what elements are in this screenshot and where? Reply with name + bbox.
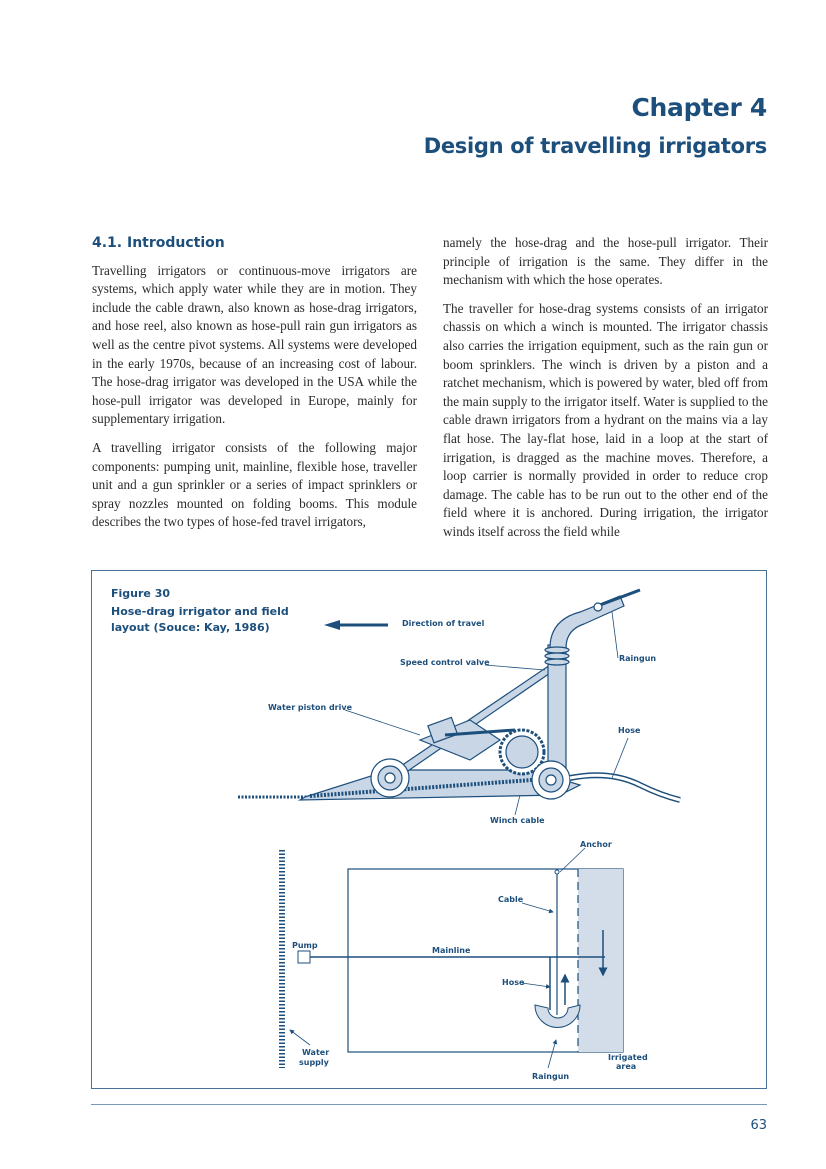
footer-rule [91, 1104, 767, 1105]
water-supply-label: Water [302, 1048, 330, 1057]
irrigated-area-label-2: area [616, 1062, 637, 1071]
pump-label: Pump [292, 941, 318, 950]
paragraph: Travelling irrigators or continuous-move irrigators are systems, which apply water while they are in motion. They include the cable drawn, also known as hose-drag irrigators, and hose reel, also known as hose-pull rain gun irrigators as well as the centre pivot systems. All systems were developed in the early 1970s, because of an increasing cost of labour. The hose-drag irrigator was developed in the USA while the hose-pull irrigator was developed in Europe, mainly for supplementary irrigation. [92, 262, 417, 427]
direction-label: Direction of travel [402, 619, 485, 628]
chapter-number: Chapter 4 [631, 93, 767, 122]
paragraph: The traveller for hose-drag systems consists of an irrigator chassis on which a winch is mounted. The irrigator chassis also carries the irrigation equipment, such as the rain gun or boom sprinklers. The winch is driven by a piston and a ratchet mechanism, which is powered by water, bled off from the main supply to the irrigator itself. Water is supplied to the cable drawn irrigators from a hydrant on the mains via a lay flat hose. The lay-flat hose, laid in a loop at the start of irrigation, is dragged as the machine moves. Therefore, a loop carrier is normally provided in order to reduce crop damage. The cable has to be run out to the other end of the field where it is anchored. During irrigation, the irrigator winds itself across the field while [443, 300, 768, 539]
cable-label: Cable [498, 895, 524, 904]
page-number: 63 [750, 1118, 767, 1133]
speed-valve-label: Speed control valve [400, 658, 490, 667]
water-supply-label-2: supply [299, 1058, 329, 1067]
figure-caption: Hose-drag irrigator and field layout (Souce: Kay, 1986) [111, 605, 289, 634]
winch-cable-label: Winch cable [490, 816, 545, 825]
raingun-label-top: Raingun [619, 654, 657, 663]
direction-arrow [324, 620, 388, 630]
hose-label-top: Hose [618, 726, 641, 735]
anchor-label: Anchor [580, 840, 612, 849]
chapter-title: Design of travelling irrigators [423, 134, 767, 158]
section-heading: 4.1. Introduction [92, 235, 225, 251]
paragraph: A travelling irrigator consists of the following major components: pumping unit, mainline, flexible hose, traveller unit and a gun sprinkler or a series of impact sprinklers or spray nozzles mounted on folding booms. This module describes the two types of hose-fed travel irrigators, [92, 439, 417, 530]
field-layout [282, 850, 623, 1068]
irrigated-area-label: Irrigated [608, 1053, 648, 1062]
paragraph: namely the hose-drag and the hose-pull irrigator. Their principle of irrigation is the same. They differ in the mechanism with which the hose operates. [443, 235, 768, 288]
water-piston-label: Water piston drive [268, 703, 353, 712]
hose-label-bottom: Hose [502, 978, 525, 987]
mainline-label: Mainline [432, 946, 471, 955]
raingun-label-bottom: Raingun [532, 1072, 570, 1081]
figure-number: Figure 30 [111, 587, 171, 600]
